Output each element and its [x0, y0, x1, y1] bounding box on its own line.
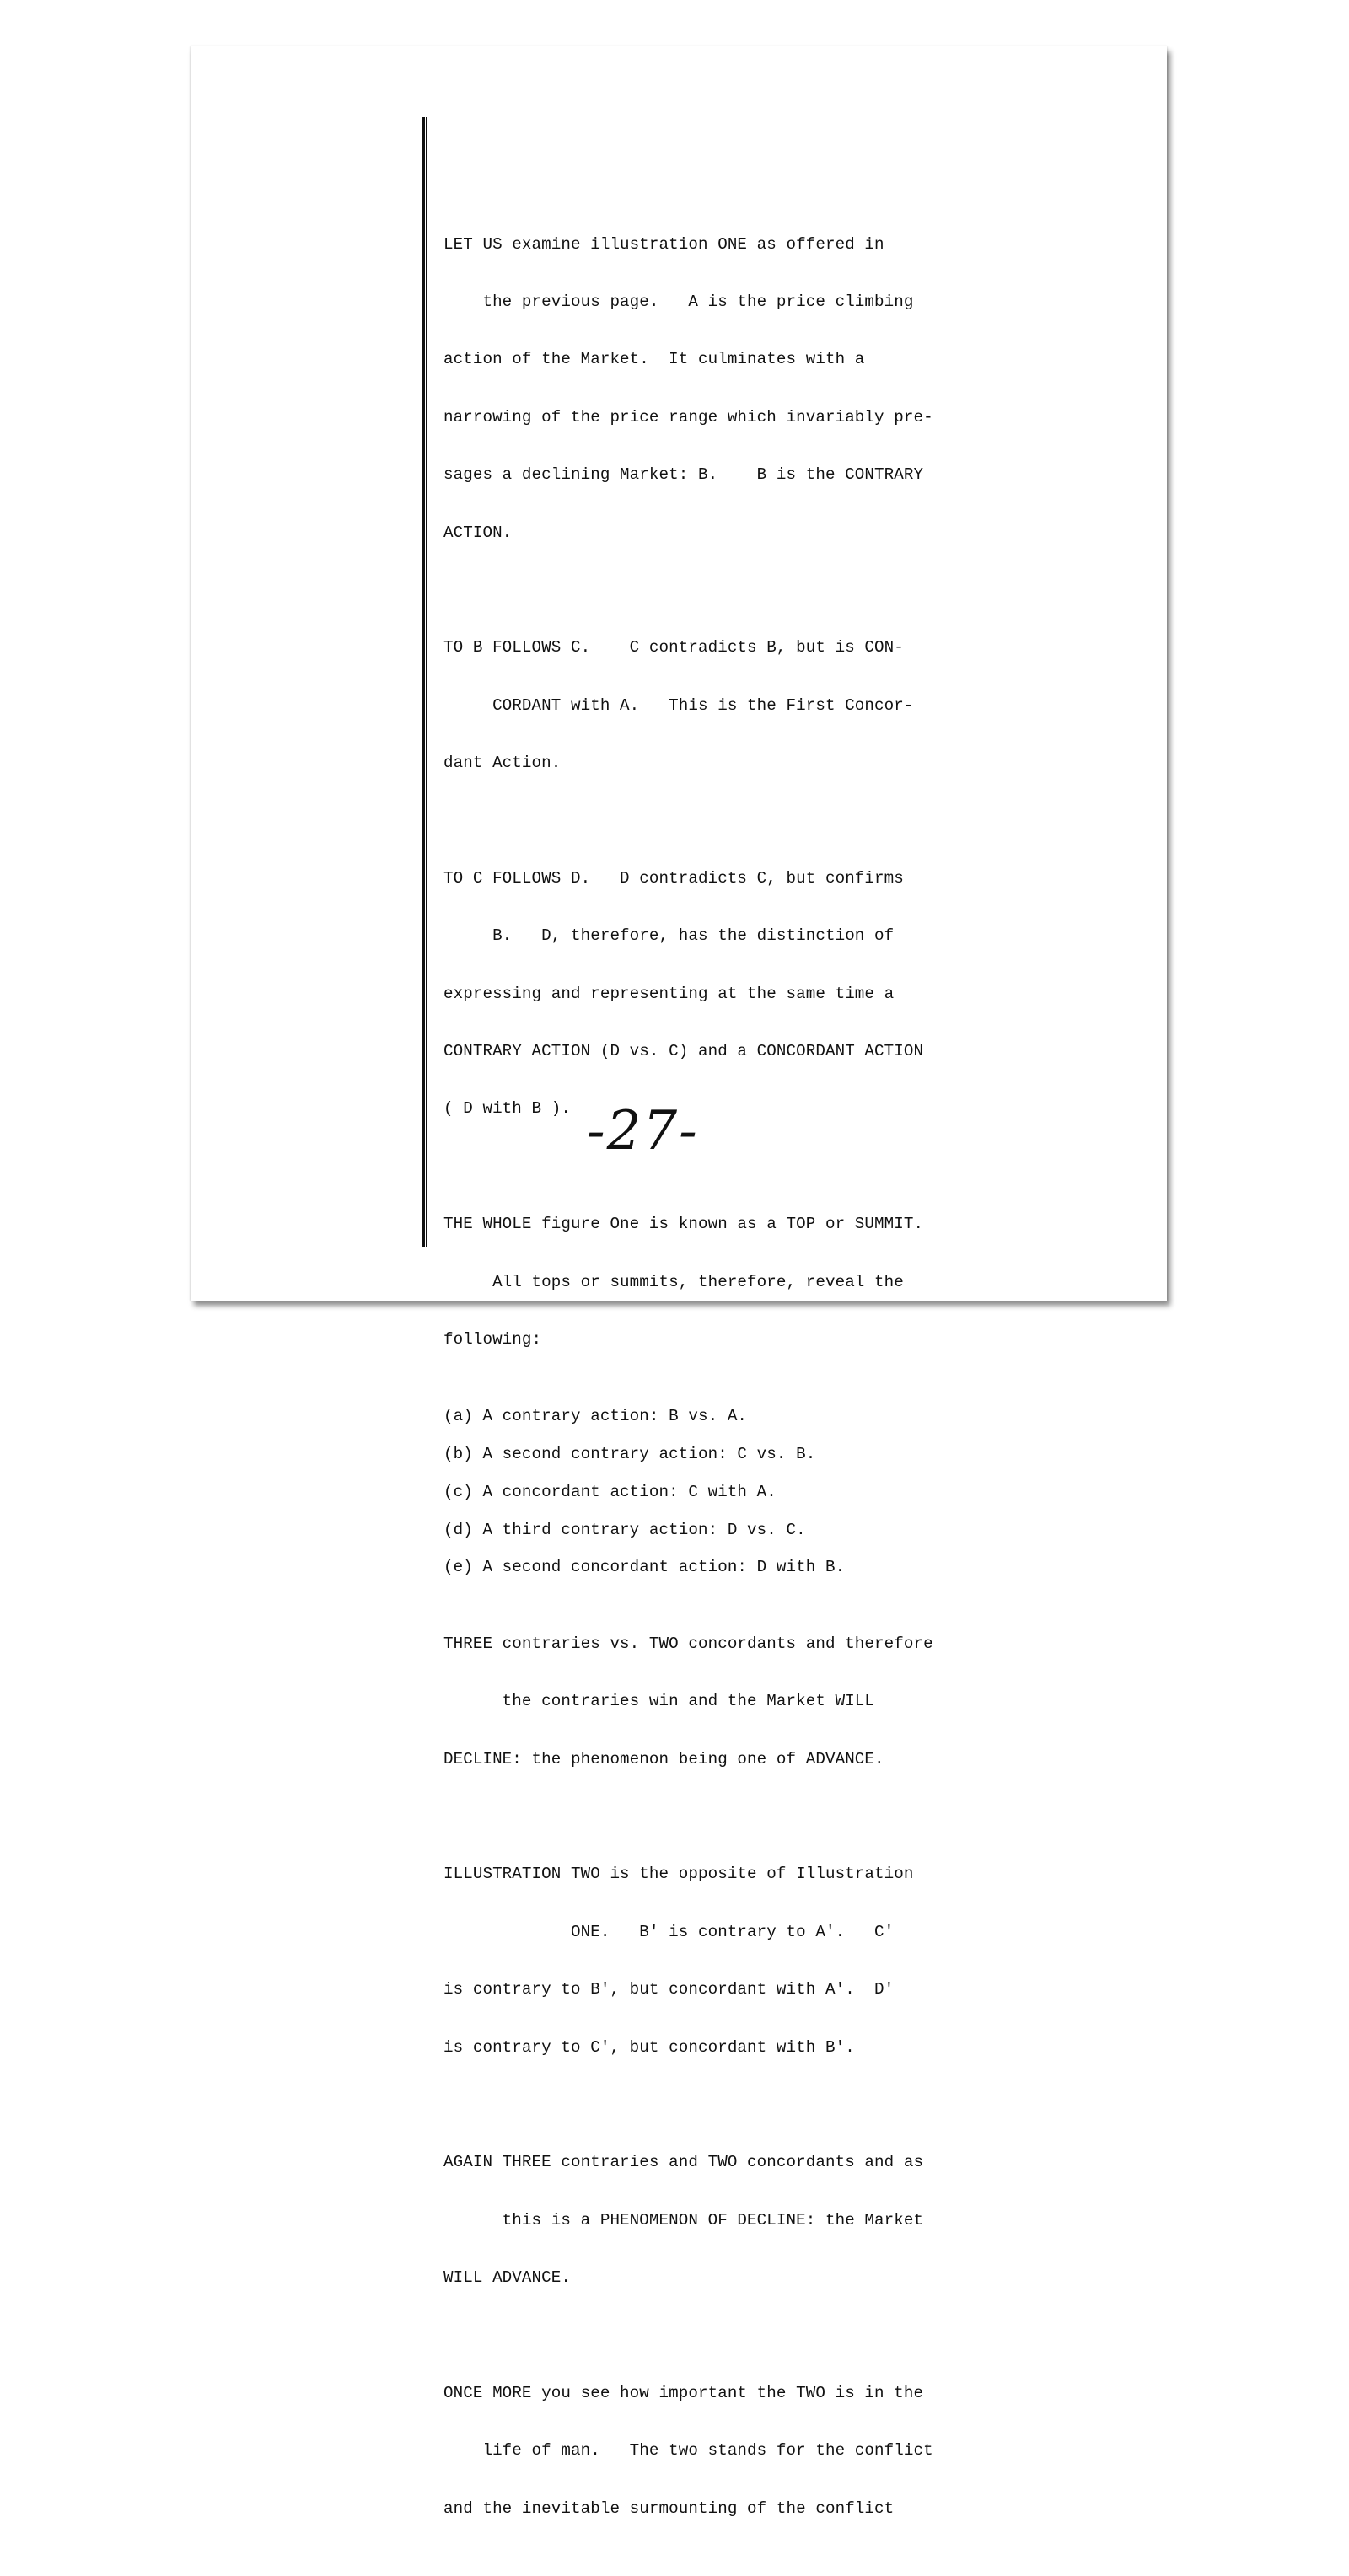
text-line: following:: [443, 1330, 542, 1350]
text-line: is contrary to B', but concordant with A'. D': [443, 1980, 895, 1999]
text-line: and the inevitable surmounting of the conflict: [443, 2498, 895, 2518]
paragraph-illustration-one: [443, 196, 983, 581]
text-line: WILL ADVANCE.: [443, 2268, 571, 2288]
text-line: THREE contraries vs. TWO concordants and therefore: [443, 1634, 933, 1653]
page-number: -27-: [587, 1100, 699, 1162]
text-line: TO C FOLLOWS D. D contradicts C, but confirms: [443, 868, 904, 888]
text-line: narrowing of the price range which invariably pre-: [443, 407, 933, 427]
list-item: (e) A second concordant action: D with B.: [443, 1558, 846, 1577]
paragraph-again-three: [443, 2115, 983, 2326]
text-line: B. D, therefore, has the distinction of: [443, 926, 895, 946]
text-line: ONE. B' is contrary to A'. C': [443, 1922, 895, 1941]
paragraph-illustration-two: [443, 1827, 983, 2096]
text-line: AGAIN THREE contraries and TWO concordants and as: [443, 2153, 924, 2172]
text-line: ACTION.: [443, 523, 513, 542]
text-line: All tops or summits, therefore, reveal the: [443, 1272, 904, 1291]
paragraph-c-follows-d: [443, 830, 983, 1157]
text-line: this is a PHENOMENON OF DECLINE: the Market: [443, 2210, 924, 2230]
text-line: dant Action.: [443, 754, 562, 773]
paragraph-once-more: [443, 2345, 983, 2557]
text-line: the contraries win and the Market WILL: [443, 1692, 875, 1711]
list-item: (c) A concordant action: C with A.: [443, 1482, 777, 1501]
text-line: THE WHOLE figure One is known as a TOP or SUMMIT.: [443, 1215, 924, 1234]
text-line: CORDANT with A. This is the First Concor-: [443, 695, 914, 715]
text-line: ILLUSTRATION TWO is the opposite of Illustration: [443, 1865, 914, 1884]
text-line: ( D with B ).: [443, 1099, 571, 1119]
text-line: expressing and representing at the same time a: [443, 984, 895, 1003]
text-line: sages a declining Market: B. B is the CONTRARY: [443, 465, 924, 485]
list-item: (a) A contrary action: B vs. A.: [443, 1407, 748, 1426]
text-line: LET US examine illustration ONE as offered in: [443, 234, 884, 254]
list-item: (d) A third contrary action: D vs. C.: [443, 1520, 806, 1539]
paragraph-three-contraries: [443, 1596, 983, 1807]
text-line: action of the Market. It culminates with a: [443, 350, 865, 369]
margin-double-rule: [422, 117, 427, 1247]
text-line: TO B FOLLOWS C. C contradicts B, but is CON-: [443, 638, 904, 657]
paragraph-whole-figure: [443, 1177, 983, 1388]
text-line: ONCE MORE you see how important the TWO is in the: [443, 2383, 924, 2402]
text-line: life of man. The two stands for the conflict: [443, 2441, 933, 2461]
text-line: CONTRARY ACTION (D vs. C) and a CONCORDANT ACTION: [443, 1042, 924, 1061]
paragraph-b-follows-c: [443, 600, 983, 812]
body-text: [443, 196, 983, 2576]
text-line: is contrary to C', but concordant with B'.: [443, 2037, 855, 2057]
document-page: [191, 46, 1167, 2518]
list-item: (b) A second contrary action: C vs. B.: [443, 1445, 816, 1463]
text-line: DECLINE: the phenomenon being one of ADVANCE.: [443, 1749, 884, 1768]
text-line: the previous page. A is the price climbing: [443, 292, 914, 311]
